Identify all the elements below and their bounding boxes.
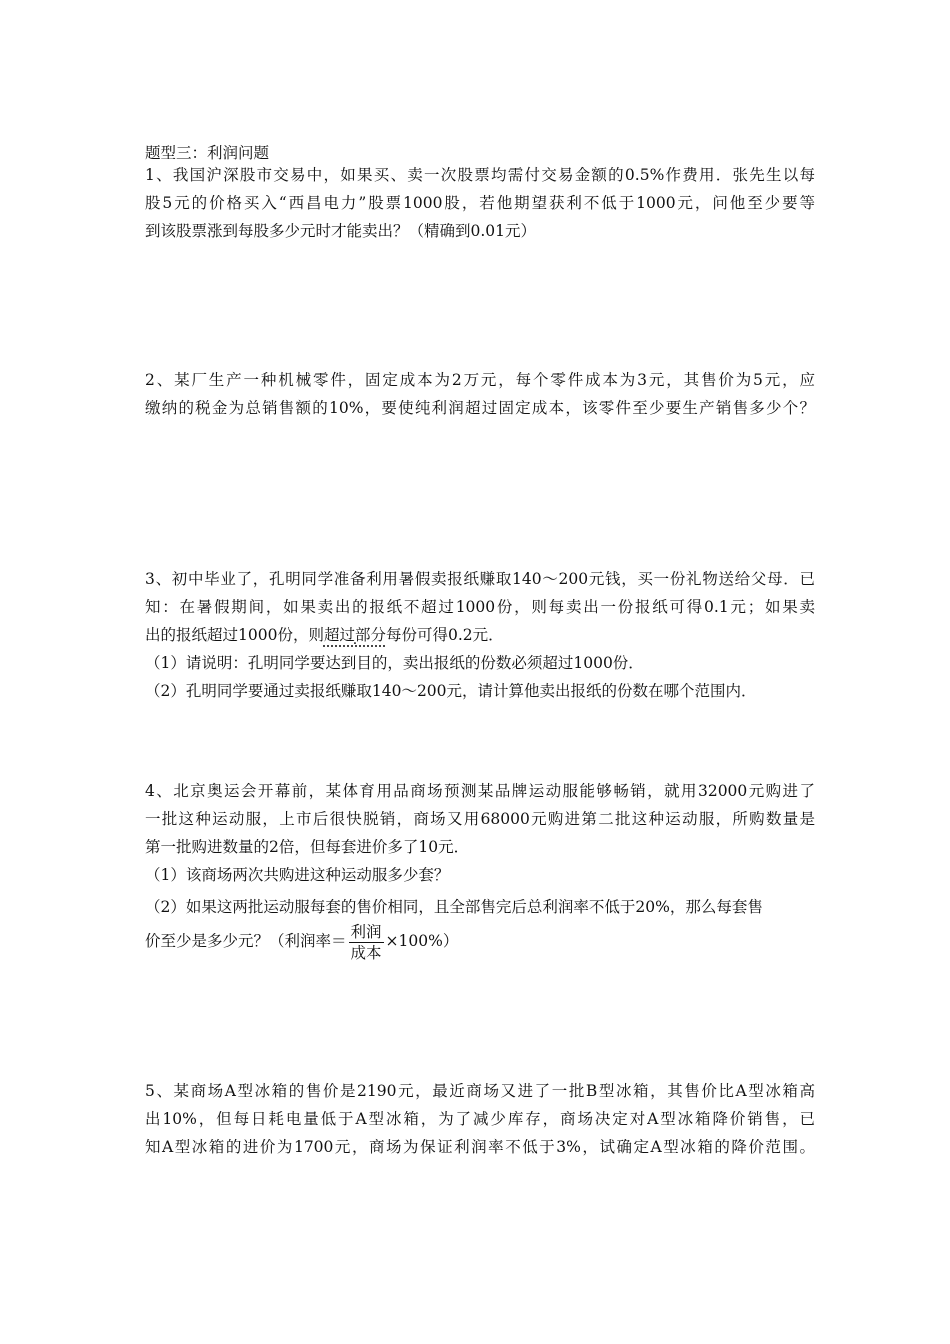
question-5-line: 5、某商场A型冰箱的售价是2190元，最近商场又进了一批B型冰箱，其售价比A型冰箱高 [145, 1082, 815, 1100]
question-1-line: 1、我国沪深股市交易中，如果买、卖一次股票均需付交易金额的0.5%作费用．张先生以每 [145, 166, 815, 184]
question-3 [145, 565, 815, 705]
formula-suffix: ×100%） [385, 932, 459, 950]
formula-prefix: 价至少是多少元？（利润率＝ [145, 932, 347, 950]
question-4-formula-line [145, 921, 815, 963]
question-2-line: 2、某厂生产一种机械零件，固定成本为2万元，每个零件成本为3元，其售价为5元，应 [145, 371, 815, 389]
question-1-line: 股5元的价格买入“西昌电力”股票1000股，若他期望获利不低于1000元，问他至少要等 [145, 194, 815, 212]
question-1-line: 到该股票涨到每股多少元时才能卖出？（精确到0.01元） [145, 222, 537, 240]
question-4-line: 第一批购进数量的2倍，但每套进价多了10元． [145, 838, 470, 856]
section-title-text: 题型三：利润问题 [145, 144, 270, 162]
question-4-part-1: （1）该商场两次共购进这种运动服多少套？ [145, 866, 450, 884]
question-1 [145, 161, 815, 245]
emphasis-text: 超过部分 [323, 626, 386, 644]
question-3-line3-end: 每份可得0.2元． [385, 626, 504, 644]
question-5-line: 知A型冰箱的进价为1700元，商场为保证利润率不低于3%，试确定A型冰箱的降价范围。 [145, 1138, 815, 1156]
question-4-part-2: （2）如果这两批运动服每套的售价相同，且全部售完后总利润率不低于20%，那么每套售 [145, 898, 763, 916]
question-4 [145, 777, 815, 963]
question-2 [145, 366, 815, 422]
question-3-part-2: （2）孔明同学要通过卖报纸赚取140～200元，请计算他卖出报纸的份数在哪个范围内． [145, 682, 757, 700]
emphasis-dots-text [324, 626, 386, 644]
question-3-line: 知：在暑假期间，如果卖出的报纸不超过1000份，则每卖出一份报纸可得0.1元；如果卖 [145, 598, 815, 616]
question-3-line3-start: 出的报纸超过1000份，则 [145, 626, 324, 644]
question-5-line: 出10%，但每日耗电量低于A型冰箱，为了减少库存，商场决定对A型冰箱降价销售，已 [145, 1110, 815, 1128]
fraction-numerator: 利润 [350, 922, 382, 941]
question-3-line: 3、初中毕业了，孔明同学准备利用暑假卖报纸赚取140～200元钱，买一份礼物送给父母．已 [145, 570, 815, 588]
question-4-line: 一批这种运动服，上市后很快脱销，商场又用68000元购进第二批这种运动服，所购数量是 [145, 810, 815, 828]
question-2-line: 缴纳的税金为总销售额的10%，要使纯利润超过固定成本，该零件至少要生产销售多少个？ [145, 399, 815, 417]
question-5 [145, 1077, 815, 1161]
profit-rate-fraction [349, 922, 384, 963]
question-4-line: 4、北京奥运会开幕前，某体育用品商场预测某品牌运动服能够畅销，就用32000元购进了 [145, 782, 815, 800]
question-3-line [145, 621, 815, 649]
question-3-part-1: （1）请说明：孔明同学要达到目的，卖出报纸的份数必须超过1000份． [145, 654, 644, 672]
fraction-denominator: 成本 [350, 943, 382, 962]
